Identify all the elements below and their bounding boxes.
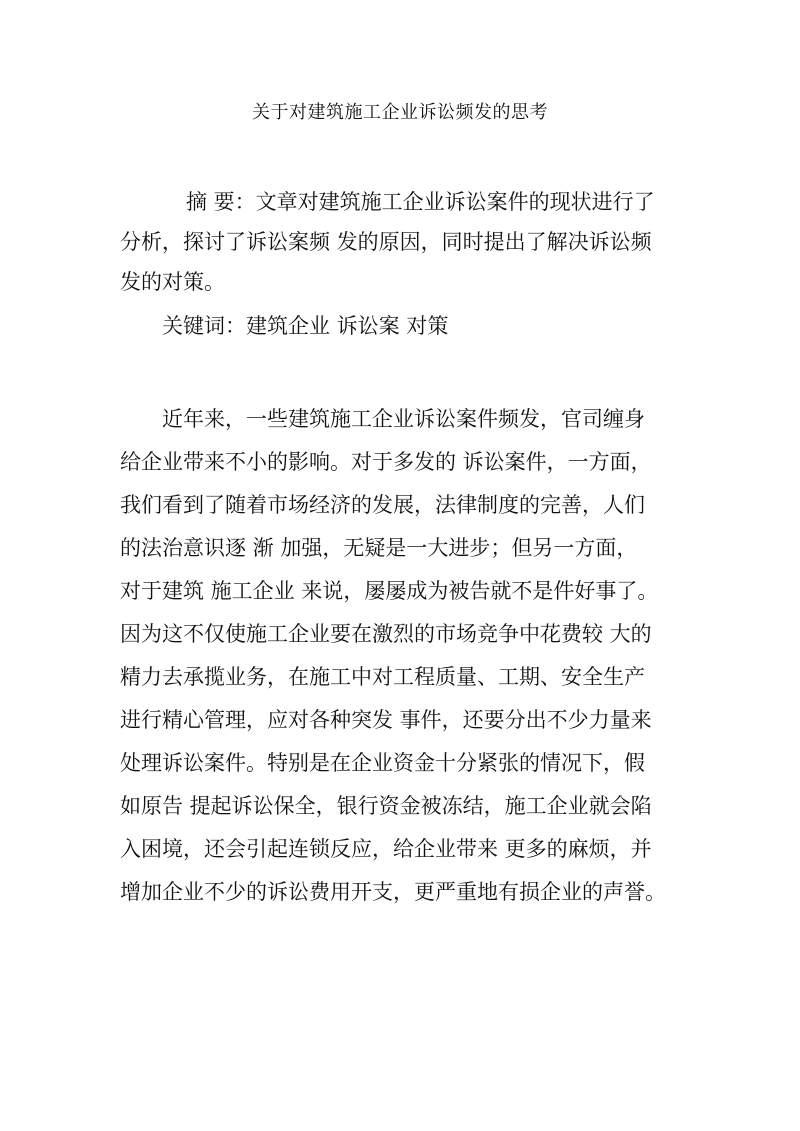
body-line: 精力去承揽业务，在施工中对工程质量、工期、安全生产 — [120, 665, 645, 689]
document-title: 关于对建筑施工企业诉讼频发的思考 — [252, 102, 548, 123]
body-line: 的法治意识逐 渐 加强，无疑是一大进步；但另一方面， — [120, 536, 638, 560]
body-line: 处理诉讼案件。特别是在企业资金十分紧张的情况下，假 — [120, 751, 645, 775]
body-line: 近年来，一些建筑施工企业诉讼案件频发，官司缠身 — [162, 407, 645, 431]
body-line: 对于建筑 施工企业 来说，屡屡成为被告就不是件好事了。 — [120, 579, 659, 603]
body-line: 因为这不仅使施工企业要在激烈的市场竞争中花费较 大的 — [120, 622, 652, 646]
abstract-line: 分析，探讨了诉讼案频 发的原因，同时提出了解决诉讼频 — [120, 230, 652, 254]
abstract-line: 摘 要：文章对建筑施工企业诉讼案件的现状进行了 — [186, 190, 655, 214]
body-line: 增加企业不少的诉讼费用开支，更严重地有损企业的声誉。 — [120, 880, 666, 904]
body-line: 进行精心管理，应对各种突发 事件，还要分出不少力量来 — [120, 708, 652, 732]
abstract-line: 发的对策。 — [120, 270, 225, 294]
body-line: 给企业带来不小的影响。对于多发的 诉讼案件，一方面， — [120, 450, 652, 474]
body-line: 如原告 提起诉讼保全，银行资金被冻结，施工企业就会陷 — [120, 794, 652, 818]
body-line: 我们看到了随着市场经济的发展，法律制度的完善，人们 — [120, 493, 645, 517]
body-line: 入困境，还会引起连锁反应，给企业带来 更多的麻烦，并 — [120, 837, 652, 861]
keywords-line: 关键词：建筑企业 诉讼案 对策 — [162, 314, 449, 338]
